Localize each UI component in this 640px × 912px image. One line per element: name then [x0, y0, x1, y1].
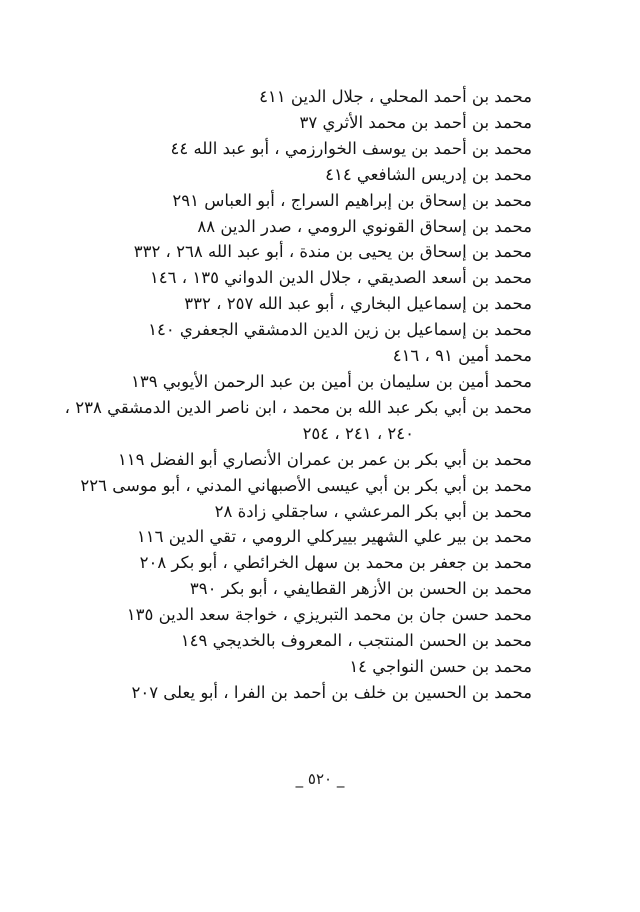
index-entry: محمد بن الحسن المنتجب ، المعروف بالخديجي ١٤٩ [180, 631, 532, 651]
index-entry: محمد بن أحمد بن محمد الأثري ٣٧ [299, 112, 532, 132]
index-entry-continuation: ٢٤٠ ، ٢٤١ ، ٢٥٤ [302, 423, 414, 443]
index-entry: محمد بن أحمد المحلي ، جلال الدين ٤١١ [259, 87, 532, 106]
index-entry: محمد بن أحمد بن يوسف الخوارزمي ، أبو عبد الله ٤٤ [170, 138, 532, 158]
index-entry: محمد أمين ٩١ ، ٤١٦ [392, 346, 532, 366]
index-entry: محمد بن إدريس الشافعي ٤١٤ [325, 164, 532, 184]
name-index-list [64, 84, 532, 706]
index-entry: محمد بن بير علي الشهير بييركلي الرومي ، تقي الدين ١١٦ [136, 527, 532, 547]
index-entry: محمد بن إسحاق بن إبراهيم السراج ، أبو العباس ٢٩١ [172, 190, 532, 210]
index-entry: محمد بن الحسن بن الأزهر القطايفي ، أبو بكر ٣٩٠ [189, 579, 532, 599]
index-entry: محمد بن إسحاق بن يحيى بن مندة ، أبو عبد الله ٢٦٨ ، ٣٣٢ [133, 242, 532, 262]
index-entry: محمد حسن جان بن محمد التبريزي ، خواجة سعد الدين ١٣٥ [126, 605, 532, 625]
index-entry: محمد بن أبي بكر عبد الله بن محمد ، ابن ناصر الدين الدمشقي ٢٣٨ ، [64, 397, 532, 417]
index-entry: محمد بن إسماعيل بن زين الدين الدمشقي الجعفري ١٤٠ [148, 320, 532, 340]
index-entry: محمد بن إسماعيل البخاري ، أبو عبد الله ٢٥٧ ، ٣٣٢ [184, 294, 532, 314]
index-entry: محمد بن حسن النواجي ١٤ [349, 656, 532, 676]
index-entry: محمد بن الحسين بن خلف بن أحمد بن الفرا ، أبو يعلى ٢٠٧ [131, 682, 532, 702]
index-entry: محمد بن أبي بكر المرعشي ، ساجقلي زادة ٢٨ [214, 501, 532, 521]
index-entry: محمد بن أسعد الصديقي ، جلال الدين الدواني ١٣٥ ، ١٤٦ [149, 268, 532, 288]
index-entry: محمد بن أبي بكر بن أبي عيسى الأصبهاني المدني ، أبو موسى ٢٢٦ [80, 475, 532, 495]
index-entry: محمد بن إسحاق القونوي الرومي ، صدر الدين ٨٨ [197, 216, 532, 236]
index-entry: محمد بن أبي بكر بن عمر بن عمران الأنصاري أبو الفضل ١١٩ [117, 449, 532, 469]
index-entry: محمد أمين بن سليمان بن أمين بن عبد الرحمن الأيوبي ١٣٩ [130, 371, 532, 391]
page-number: _ ٥٢٠ _ [295, 770, 345, 788]
index-entry: محمد بن جعفر بن محمد بن سهل الخرائطي ، أبو بكر ٢٠٨ [139, 553, 532, 573]
